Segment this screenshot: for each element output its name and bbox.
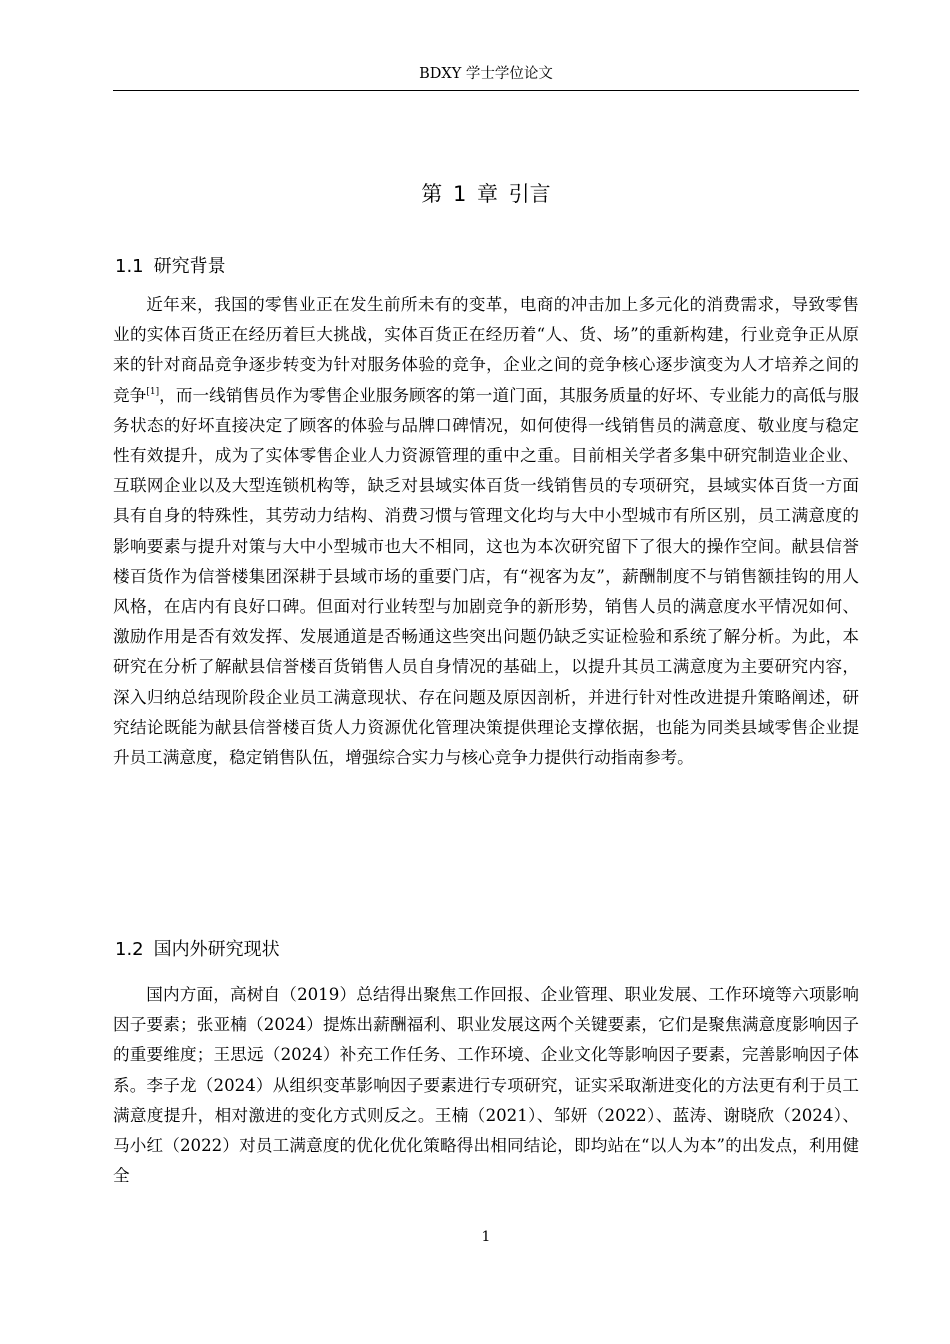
section-number: 1.1 [115,256,144,277]
paragraph-text: ，而一线销售员作为零售企业服务顾客的第一道门面，其服务质量的好坏、专业能力的高低与服务状态的好坏直接决定了顾客的体验与品牌口碑情况，如何使得一线销售员的满意度、敬业度与稳定性有效提升，成为了实体零售企业人力资源管理的重中之重。目前相关学者多集中研究制造业企业、互联网企业以及大型连锁机构等，缺乏对县域实体百货一线销售员的专项研究，县域实体百货一方面具有自身的特殊性，其劳动力结构、消费习惯与管理文化均与大中小型城市有所区别，员工满意度的影响要素与提升对策与大中小型城市也大不相同，这也为本次研究留下了很大的操作空间。献县信誉楼百货作为信誉楼集团深耕于县域市场的重要门店，有“视客为友”，薪酬制度不与销售额挂钩的用人风格，在店内有良好口碑。但面对行业转型与加剧竞争的新形势，销售人员的满意度水平情况如何、激励作用是否有效发挥、发展通道是否畅通这些突出问题仍缺乏实证检验和系统了解分析。为此，本研究在分析了解献县信誉楼百货销售人员自身情况的基础上，以提升其员工满意度为主要研究内容，深入归纳总结现阶段企业员工满意现状、存在问题及原因剖析，并进行针对性改进提升策略阐述，研究结论既能为献县信誉楼百货人力资源优化管理决策提供理论支撑依据，也能为同类县域零售企业提升员工满意度，稳定销售队伍，增强综合实力与核心竞争力提供行动指南参考。 [113,385,860,768]
body-paragraph [113,980,859,1191]
section-heading [115,252,859,282]
section-heading [115,935,859,965]
section-title-text: 国内外研究现状 [153,939,280,960]
running-header: BDXY 学士学位论文 [419,66,553,82]
page-number: 1 [481,1229,491,1245]
section-number: 1.2 [115,939,144,960]
paragraph-text: 国内方面，高树自（2019）总结得出聚焦工作回报、企业管理、职业发展、工作环境等六项影响因子要素；张亚楠（2024）提炼出薪酬福利、职业发展这两个关键要素，它们是聚焦满意度影响因子的重要维度；王思远（2024）补充工作任务、工作环境、企业文化等影响因子要素，完善影响因子体系。李子龙（2024）从组织变革影响因子要素进行专项研究，证实采取渐进变化的方法更有利于员工满意度提升，相对激进的变化方式则反之。王楠（2021）、邹妍（2022）、蓝涛、谢晓欣（2024）、马小红（2022）对员工满意度的优化优化策略得出相同结论，即均站在“以人为本”的出发点，利用健全 [113,985,859,1186]
header-rule [113,90,859,91]
body-paragraph [113,290,859,773]
paragraph-text: 近年来，我国的零售业正在发生前所未有的变革，电商的冲击加上多元化的消费需求，导致零售业的实体百货正在经历着巨大挑战，实体百货正在经历着“人、货、场”的重新构建，行业竞争正从原来的针对商品竞争逐步转变为针对服务体验的竞争，企业之间的竞争核心逐步演变为人才培养之间的竞争 [113,295,859,405]
section-title-text: 研究背景 [153,256,226,277]
citation-reference: [1] [146,386,160,397]
chapter-title: 第 1 章 引言 [421,182,551,206]
